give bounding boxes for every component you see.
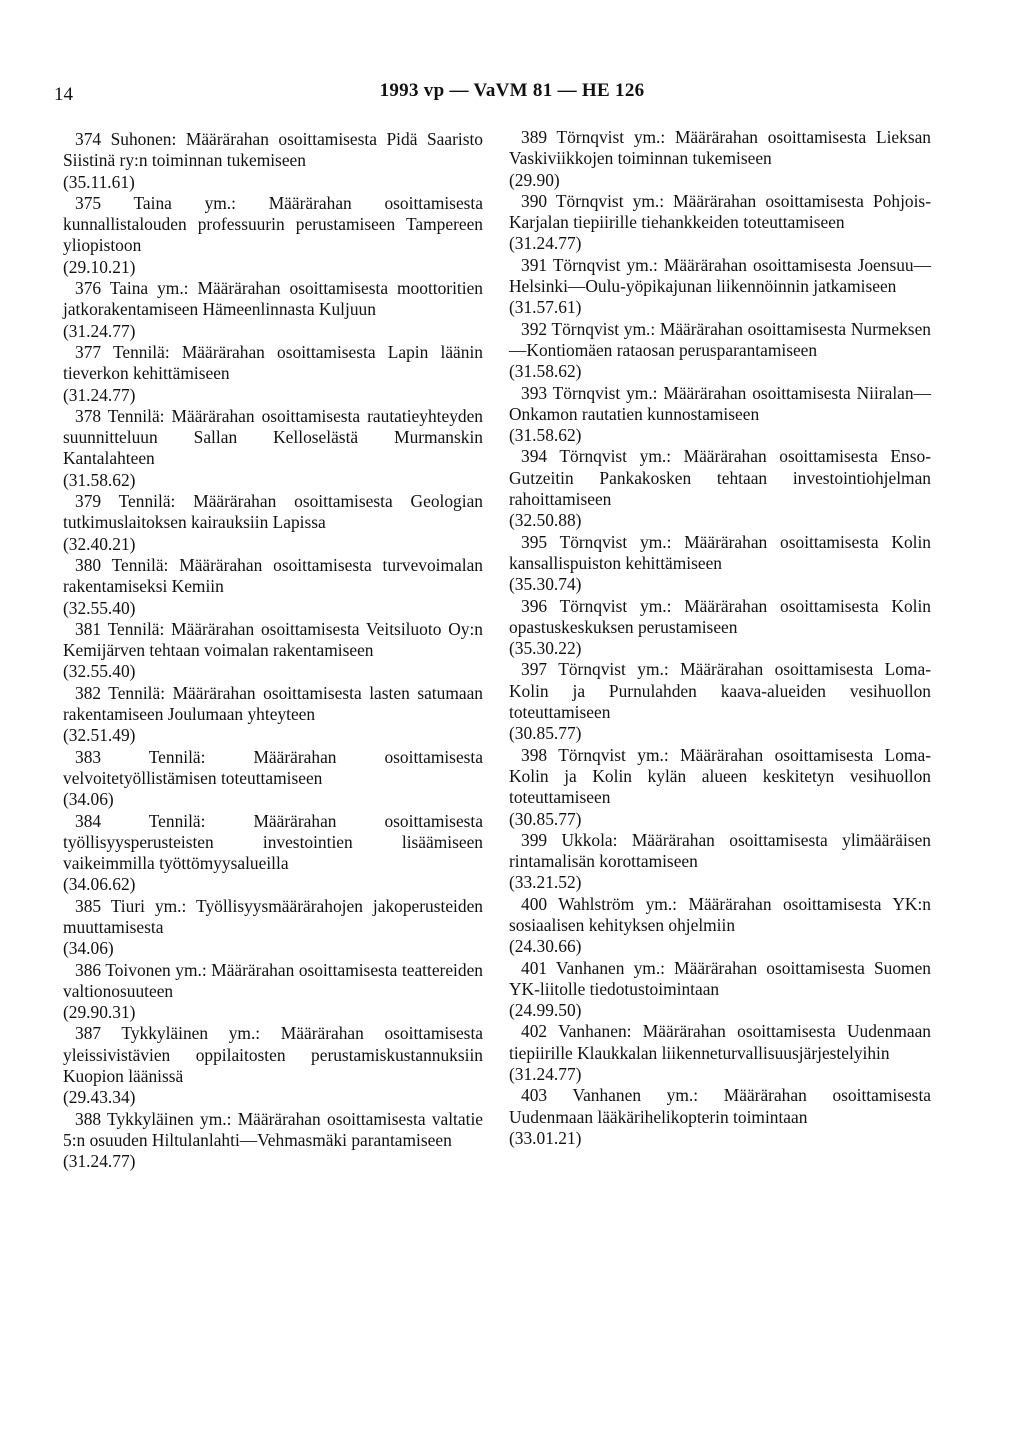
motion-entry-384 [63,811,483,896]
motion-entry-385 [63,896,483,960]
motion-entry-393 [509,383,931,447]
motion-text: 379 Tennilä: Määrärahan osoittamisesta Geologian tutkimuslaitoksen kairauksiin Lapissa [63,491,483,533]
motion-text: 401 Vanhanen ym.: Määrärahan osoittamisesta Suomen YK-liitolle tiedotustoimintaan [509,957,931,999]
motion-text: 396 Törnqvist ym.: Määrärahan osoittamisesta Kolin opastuskeskuksen perustamiseen [509,595,931,637]
motion-text: 386 Toivonen ym.: Määrärahan osoittamisesta teattereiden valtionosuuteen [63,959,483,1001]
motion-text: 402 Vanhanen: Määrärahan osoittamisesta Uudenmaan tiepiirille Klaukkalan liikenneturvallisuusjärjestelyihin [509,1021,931,1063]
budget-reference: (29.90.31) [63,1002,136,1023]
budget-reference: (31.58.62) [509,361,582,382]
budget-reference: (34.06) [63,938,114,959]
budget-reference: (31.58.62) [63,469,136,490]
motion-entry-403 [509,1085,931,1149]
motion-entry-394 [509,446,931,531]
motion-entry-377 [63,342,483,406]
motion-entry-391 [509,255,931,319]
motion-entry-390 [509,191,931,255]
motion-text: 399 Ukkola: Määrärahan osoittamisesta ylimääräisen rintamalisän korottamiseen [509,829,931,872]
motion-text: 400 Wahlström ym.: Määrärahan osoittamisesta YK:n sosiaalisen kehityksen ohjelmiin [509,893,931,935]
budget-reference: (31.24.77) [63,384,136,405]
motion-text: 395 Törnqvist ym.: Määrärahan osoittamisesta Kolin kansallispuiston kehittämiseen [509,531,931,573]
budget-reference: (31.24.77) [509,1064,582,1085]
budget-reference: (29.10.21) [63,256,136,277]
motion-entry-401 [509,958,931,1022]
budget-reference: (33.21.52) [509,872,582,893]
motion-entry-396 [509,596,931,660]
motion-entry-374 [63,129,483,193]
budget-reference: (34.06.62) [63,874,136,895]
motion-text: 384 Tennilä: Määrärahan osoittamisesta työllisyysperusteisten investointien lisäämiseen vaikeimmilla työttömyysalueilla [63,810,483,874]
motion-entry-395 [509,532,931,596]
budget-reference: (31.24.77) [509,233,582,254]
motion-text: 393 Törnqvist ym.: Määrärahan osoittamisesta Niiralan—Onkamon rautatien kunnostamiseen [509,382,931,424]
motion-text: 382 Tennilä: Määrärahan osoittamisesta lasten satumaan rakentamiseen Joulumaan yhteyteen [63,682,483,725]
budget-reference: (24.30.66) [509,936,582,957]
budget-reference: (34.06) [63,789,114,810]
motion-entry-399 [509,830,931,894]
motion-entry-398 [509,745,931,830]
budget-reference: (32.55.40) [63,597,136,618]
motion-text: 391 Törnqvist ym.: Määrärahan osoittamisesta Joensuu—Helsinki—Oulu-yöpikajunan liikennöinnin jatkamiseen [509,254,931,297]
motion-entry-376 [63,278,483,342]
budget-reference: (35.30.74) [509,574,582,595]
motion-text: 377 Tennilä: Määrärahan osoittamisesta Lapin läänin tieverkon kehittämiseen [63,341,483,384]
budget-reference: (32.40.21) [63,533,136,554]
motion-text: 376 Taina ym.: Määrärahan osoittamisesta moottoritien jatkorakentamiseen Hämeenlinnasta Kuljuun [63,278,483,320]
motion-entry-378 [63,406,483,491]
motion-text: 398 Törnqvist ym.: Määrärahan osoittamisesta Loma-Kolin ja Kolin kylän alueen keskitetyn vesihuollon toteuttamiseen [509,744,931,808]
motion-text: 394 Törnqvist ym.: Määrärahan osoittamisesta Enso-Gutzeitin Pankakosken tehtaan investointiohjelman rahoittamiseen [509,446,931,510]
budget-reference: (33.01.21) [509,1127,582,1148]
budget-reference: (29.90) [509,169,560,190]
motion-entry-400 [509,894,931,958]
budget-reference: (35.30.22) [509,638,582,659]
budget-reference: (32.51.49) [63,725,136,746]
motion-entry-402 [509,1021,931,1085]
right-column [509,127,931,1149]
motion-text: 389 Törnqvist ym.: Määrärahan osoittamisesta Lieksan Vaskiviikkojen toiminnan tukemiseen [509,127,931,169]
left-column [63,129,483,1173]
budget-reference: (31.24.77) [63,320,136,341]
budget-reference: (30.85.77) [509,808,582,829]
motion-entry-382 [63,683,483,747]
motion-entry-387 [63,1023,483,1108]
motion-entry-397 [509,659,931,744]
motion-text: 387 Tykkyläinen ym.: Määrärahan osoittamisesta yleissivistävien oppilaitosten perustamiskustannuksiin Kuopion läänissä [63,1023,483,1087]
motion-entry-386 [63,960,483,1024]
motion-text: 385 Tiuri ym.: Työllisyysmäärärahojen jakoperusteiden muuttamisesta [63,895,483,937]
motion-entry-388 [63,1109,483,1173]
motion-text: 375 Taina ym.: Määrärahan osoittamisesta kunnallistalouden professuurin perustamiseen Tampereen yliopistoon [63,192,483,256]
motion-entry-379 [63,491,483,555]
motion-entry-380 [63,555,483,619]
motion-text: 392 Törnqvist ym.: Määrärahan osoittamisesta Nurmeksen—Kontiomäen rataosan perusparantamiseen [509,318,931,360]
budget-reference: (35.11.61) [63,171,135,192]
motion-entry-392 [509,319,931,383]
motion-entry-389 [509,127,931,191]
running-head: 1993 vp — VaVM 81 — HE 126 [379,80,645,101]
budget-reference: (32.50.88) [509,510,582,531]
motion-text: 397 Törnqvist ym.: Määrärahan osoittamisesta Loma-Kolin ja Purnulahden kaava-alueiden vesihuollon toteuttamiseen [509,659,931,723]
motion-text: 403 Vanhanen ym.: Määrärahan osoittamisesta Uudenmaan lääkärihelikopterin toimintaan [509,1085,931,1127]
motion-text: 388 Tykkyläinen ym.: Määrärahan osoittamisesta valtatie 5:n osuuden Hiltulanlahti—Vehmasmäki parantamiseen [63,1108,483,1150]
motion-text: 383 Tennilä: Määrärahan osoittamisesta velvoitetyöllistämisen toteuttamiseen [63,746,483,788]
motion-text: 390 Törnqvist ym.: Määrärahan osoittamisesta Pohjois-Karjalan tiepiirille tiehankkeiden toteuttamiseen [509,190,931,233]
budget-reference: (32.55.40) [63,661,136,682]
budget-reference: (29.43.34) [63,1087,136,1108]
motion-entry-383 [63,747,483,811]
budget-reference: (31.24.77) [63,1151,136,1172]
motion-text: 381 Tennilä: Määrärahan osoittamisesta Veitsiluoto Oy:n Kemijärven tehtaan voimalan rakentamiseen [63,618,483,661]
motion-entry-375 [63,193,483,278]
motion-text: 378 Tennilä: Määrärahan osoittamisesta rautatieyhteyden suunnitteluun Sallan Kelloselästä Murmanskin Kantalahteen [63,405,483,469]
motion-entry-381 [63,619,483,683]
motion-text: 380 Tennilä: Määrärahan osoittamisesta turvevoimalan rakentamiseksi Kemiin [63,554,483,597]
budget-reference: (31.58.62) [509,425,582,446]
motion-text: 374 Suhonen: Määrärahan osoittamisesta Pidä Saaristo Siistinä ry:n toiminnan tukemiseen [63,129,483,171]
budget-reference: (24.99.50) [509,1000,582,1021]
budget-reference: (31.57.61) [509,297,582,318]
page-number: 14 [54,84,73,105]
budget-reference: (30.85.77) [509,723,582,744]
